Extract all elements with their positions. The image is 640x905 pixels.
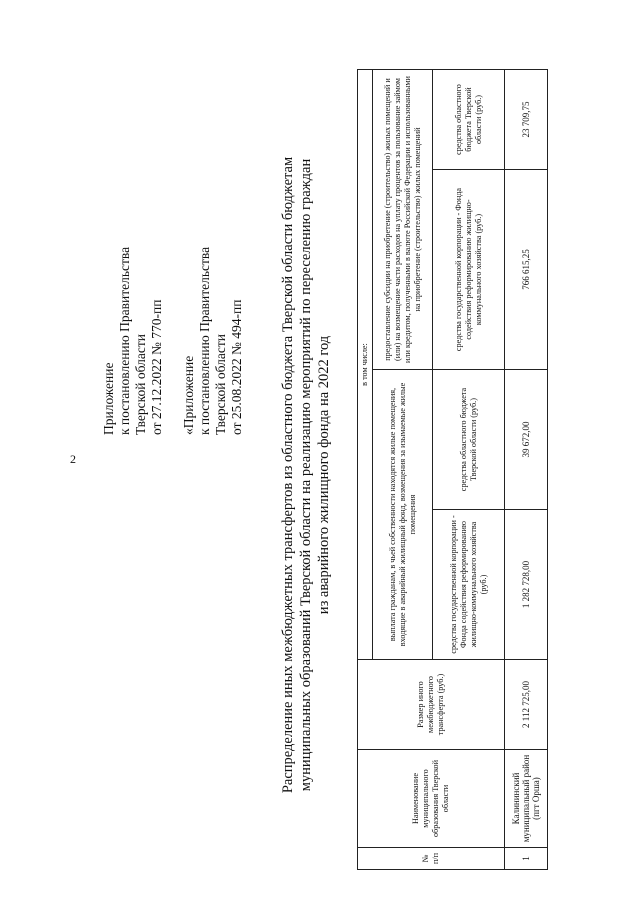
header-num: № п/п (358, 848, 505, 870)
title-line: из аварийного жилищного фонда на 2022 год (316, 335, 332, 615)
approval-line: к постановлению Правительства (117, 246, 132, 435)
header-including: в том числе: (358, 70, 373, 660)
cell-fund-subsidy: 766 615,25 (505, 170, 548, 370)
header-name: Наименование муниципального образования Тверской области (358, 750, 505, 848)
header-region-payment: средства областного бюджета Тверской области (руб.) (433, 370, 505, 510)
header-total: Размер иного межбюджетного трансферта (руб.) (358, 660, 505, 750)
approval-line: от 27.12.2022 № 770-пп (149, 299, 164, 435)
cell-num: 1 (505, 848, 548, 870)
cell-region-payment: 39 672,00 (505, 370, 548, 510)
header-payment: выплата гражданам, в чьей собственности находятся жилые помещения, входящие в аварийный жилищный фонд, возмещения за изымаемые жилые помещения (373, 370, 433, 660)
cell-name: Калининский муниципальный район (пгт Орша) (505, 750, 548, 848)
approval-line: «Приложение (181, 355, 196, 435)
header-region-subsidy: средства областного бюджета Тверской области (руб.) (433, 70, 505, 170)
approval-line: Тверской области (133, 334, 148, 435)
table-row (505, 70, 548, 870)
approval-line: от 25.08.2022 № 494-пп (229, 299, 244, 435)
cell-fund-payment: 1 282 728,00 (505, 510, 548, 660)
header-fund-subsidy: средства государственной корпорации - Фонда содействия реформированию жилищно-коммунального хозяйства (руб.) (433, 170, 505, 370)
approval-line: Приложение (101, 362, 116, 435)
page-number: 2 (70, 452, 76, 466)
title-line: муниципальных образований Тверской области на реализацию мероприятий по переселению граждан (298, 158, 314, 792)
header-fund-payment: средства государственной корпорации - Фонда содействия реформированию жилищно-коммунального хозяйства (руб.) (433, 510, 505, 660)
title-line: Распределение иных межбюджетных трансфертов из областного бюджета Тверской области бюджетам (280, 156, 296, 794)
cell-total: 2 112 725,00 (505, 660, 548, 750)
approval-block (101, 135, 245, 435)
document-title (279, 95, 333, 855)
rotated-content (95, 65, 615, 875)
header-subsidy: предоставление субсидии на приобретение (строительство) жилых помещений и (или) на возмещение части расходов на уплату процентов за пользование займом или кредитом, полученными в валюте Российской Федерации и использованными на приобретение (строительство) жилых помещений (373, 70, 433, 370)
approval-line: Тверской области (213, 334, 228, 435)
cell-region-subsidy: 23 709,75 (505, 70, 548, 170)
approval-line: к постановлению Правительства (197, 246, 212, 435)
allocation-table (357, 69, 548, 870)
